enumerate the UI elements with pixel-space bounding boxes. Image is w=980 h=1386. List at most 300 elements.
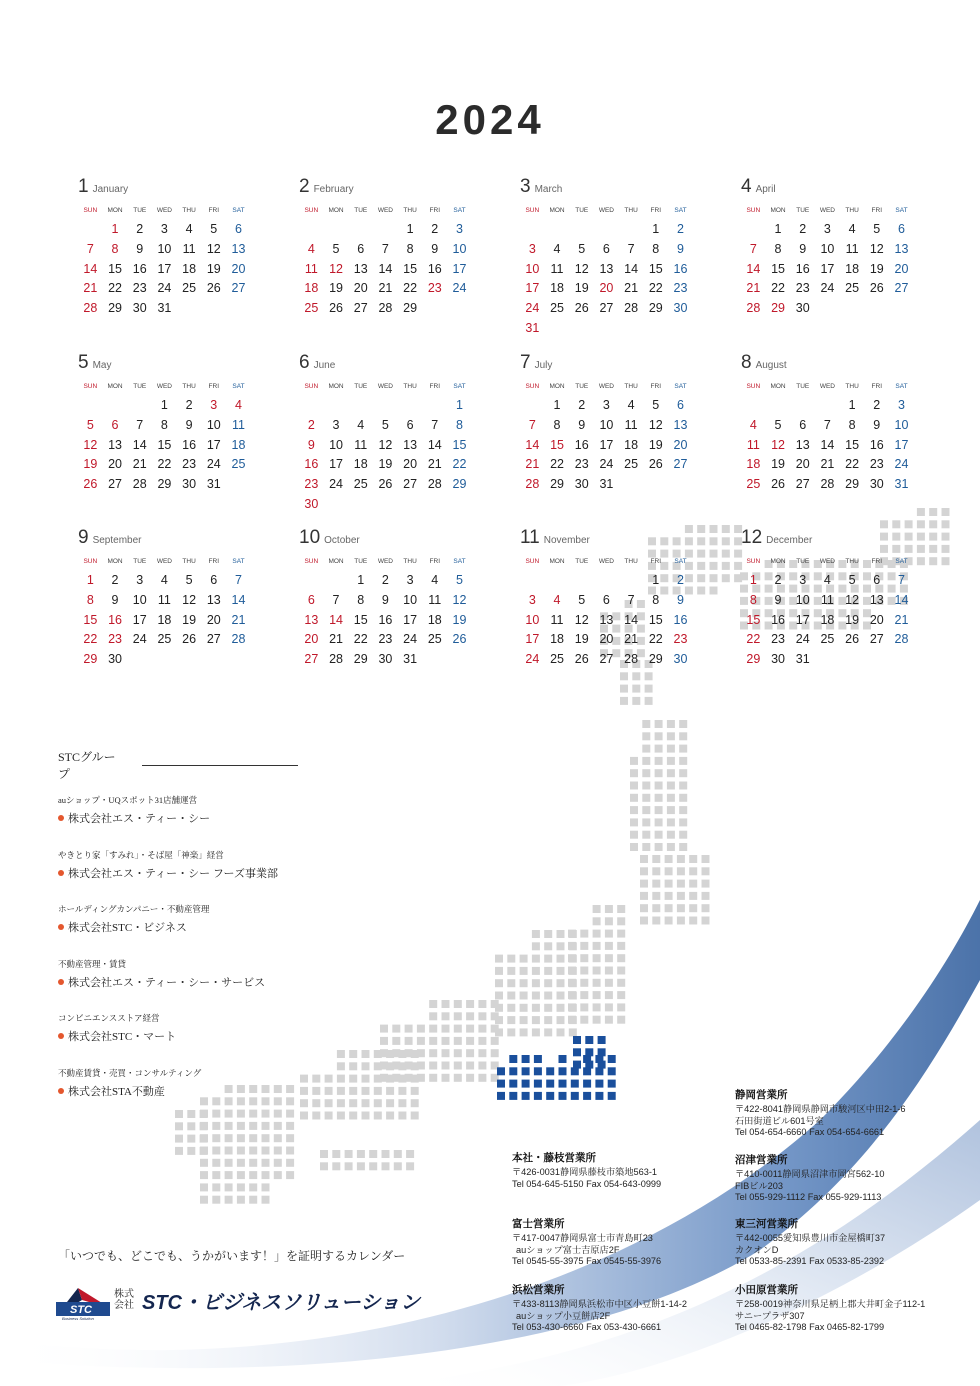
bullet-dot-icon [58, 1033, 64, 1039]
map-dot [507, 955, 515, 963]
map-dot [593, 930, 601, 938]
map-dot [557, 967, 565, 975]
map-dot [655, 843, 663, 851]
weekday-label: WED [156, 383, 172, 390]
day-cell: 26 [83, 477, 98, 492]
weekday-label: FRI [650, 383, 662, 390]
map-dot [702, 904, 710, 912]
day-cell: 12 [648, 417, 663, 432]
map-dot [454, 1000, 462, 1008]
map-dot [454, 1025, 462, 1033]
map-dot [507, 967, 515, 975]
weekday-label: SAT [453, 207, 466, 214]
map-dot [507, 979, 515, 987]
month-number: 11 [520, 527, 540, 548]
day-cell: 24 [403, 632, 418, 647]
map-dot [544, 992, 552, 1000]
map-dot [667, 769, 675, 777]
day-cell: 25 [157, 632, 172, 647]
map-dot [702, 880, 710, 888]
map-dot [417, 1037, 425, 1045]
day-cell: 2 [578, 398, 586, 412]
map-dot [544, 979, 552, 987]
day-cell: 29 [452, 477, 467, 492]
map-dot [337, 1075, 345, 1083]
day-cell: 19 [329, 281, 343, 296]
map-dot [679, 843, 687, 851]
map-dot [640, 867, 648, 875]
day-cell: 31 [525, 320, 540, 335]
map-dot [325, 1087, 333, 1095]
map-dot [386, 1099, 394, 1107]
company-description: 不動産管理・賃貸 [58, 958, 127, 969]
group-company [58, 1012, 298, 1044]
day-cell: 12 [771, 437, 785, 452]
day-cell: 4 [848, 222, 856, 236]
day-cell: 7 [86, 241, 94, 256]
day-grid [78, 382, 254, 495]
day-cell: 14 [329, 612, 343, 627]
day-cell: 20 [599, 632, 614, 647]
weekday-label: FRI [429, 558, 441, 565]
day-cell: 22 [746, 632, 761, 647]
weekday-label: MON [549, 383, 565, 390]
day-cell: 6 [602, 592, 610, 607]
map-dot [667, 732, 675, 740]
weekday-label: THU [182, 383, 196, 390]
month-number: 9 [78, 527, 89, 548]
map-dot [557, 930, 565, 938]
map-dot [532, 979, 540, 987]
weekday-label: SAT [895, 558, 908, 565]
map-dot-highlight [585, 1048, 593, 1056]
map-dot [478, 1000, 486, 1008]
day-cell: 29 [771, 301, 785, 316]
map-dot [312, 1112, 320, 1120]
map-dot [386, 1112, 394, 1120]
map-dot [652, 855, 660, 863]
map-dot [398, 1099, 406, 1107]
map-dot [374, 1075, 382, 1083]
day-cell: 25 [353, 477, 368, 492]
empty-cell [373, 396, 398, 416]
day-cell: 18 [550, 281, 564, 296]
map-dot [286, 1122, 294, 1130]
map-dot [386, 1075, 394, 1083]
map-dot [325, 1075, 333, 1083]
day-cell: 26 [648, 457, 663, 472]
day-cell: 22 [648, 632, 663, 647]
map-dot [429, 1000, 437, 1008]
day-cell: 18 [845, 261, 860, 276]
map-dot [442, 1037, 450, 1045]
map-dot [478, 1049, 486, 1057]
day-cell: 14 [231, 592, 246, 607]
map-dot [580, 1003, 588, 1011]
day-cell: 13 [599, 612, 614, 627]
day-cell: 12 [845, 592, 860, 607]
weekday-label: THU [403, 558, 417, 565]
map-dot [212, 1122, 220, 1130]
office-line: 〒258-0019神奈川県足柄上郡大井町金子112-1 [735, 1299, 926, 1309]
company-description: 不動産賃貸・売買・コンサルティング [58, 1068, 202, 1078]
day-cell: 9 [307, 437, 315, 452]
map-dot [642, 757, 650, 765]
day-cell: 13 [403, 437, 418, 452]
weekday-label: FRI [429, 207, 441, 214]
day-cell: 6 [799, 417, 807, 432]
map-dot-highlight [509, 1092, 517, 1100]
day-grid [520, 382, 696, 495]
stc-mark-icon [56, 1284, 112, 1320]
day-cell: 9 [676, 592, 684, 607]
day-cell: 19 [83, 457, 98, 472]
map-dot [349, 1087, 357, 1095]
map-dot [454, 1062, 462, 1070]
map-dot [491, 1025, 499, 1033]
office-name: 沼津営業所 [735, 1154, 788, 1166]
map-dot [617, 942, 625, 950]
office-line: Tel 0533-85-2391 Fax 0533-85-2392 [735, 1256, 885, 1266]
map-dot [679, 794, 687, 802]
day-cell: 5 [210, 222, 218, 236]
map-dot-highlight [608, 1055, 616, 1063]
map-dot [478, 1025, 486, 1033]
map-dot-highlight [534, 1055, 542, 1063]
map-dot [262, 1196, 270, 1204]
day-cell: 28 [329, 652, 343, 667]
day-cell: 5 [774, 417, 782, 432]
day-cell: 6 [406, 417, 414, 432]
day-cell: 30 [132, 301, 147, 316]
weekday-label: WED [819, 558, 835, 565]
map-dot-highlight [559, 1067, 567, 1075]
map-dot [520, 967, 528, 975]
month-number: 2 [299, 176, 310, 197]
day-cell: 2 [873, 398, 881, 412]
map-dot [520, 979, 528, 987]
map-dot [605, 1016, 613, 1024]
day-cell: 25 [182, 281, 197, 296]
map-dot [262, 1183, 270, 1191]
weekday-label: WED [598, 383, 614, 390]
day-cell: 29 [157, 477, 172, 492]
day-cell: 24 [525, 652, 540, 667]
month-header [78, 527, 254, 557]
empty-cell [422, 396, 447, 416]
company-name: STC・ビジネスソリューション [142, 1292, 420, 1314]
day-cell: 29 [648, 652, 663, 667]
map-dot [642, 732, 650, 740]
day-cell: 30 [304, 496, 319, 511]
day-cell: 1 [455, 398, 463, 412]
day-cell: 8 [652, 241, 660, 256]
day-cell: 20 [795, 457, 810, 472]
day-cell: 16 [304, 457, 319, 472]
day-cell: 5 [873, 222, 881, 236]
map-dot [337, 1099, 345, 1107]
day-cell: 2 [185, 398, 193, 412]
day-cell: 8 [455, 417, 463, 432]
empty-cell [324, 396, 349, 416]
weekday-label: SUN [83, 383, 98, 390]
map-dot [569, 1028, 577, 1036]
day-cell: 29 [83, 652, 98, 667]
day-cell: 11 [231, 417, 245, 432]
map-dot [429, 1025, 437, 1033]
map-dot [349, 1075, 357, 1083]
day-cell: 15 [771, 261, 785, 276]
map-dot [667, 757, 675, 765]
day-cell: 28 [894, 632, 909, 647]
day-cell: 22 [452, 457, 467, 472]
office-numazu [735, 1152, 965, 1204]
weekday-label: MON [107, 383, 123, 390]
month-2 [299, 176, 475, 319]
day-cell: 30 [673, 652, 688, 667]
weekday-label: THU [624, 558, 638, 565]
map-dot [630, 769, 638, 777]
map-dot [642, 745, 650, 753]
month-name: June [313, 360, 336, 371]
month-name: October [324, 535, 360, 546]
map-dot [532, 930, 540, 938]
day-cell: 9 [111, 592, 119, 607]
map-dot [200, 1147, 208, 1155]
map-dot [345, 1162, 353, 1170]
day-cell: 24 [329, 477, 343, 492]
day-cell: 16 [132, 261, 147, 276]
day-cell: 30 [771, 652, 785, 667]
map-dot [605, 991, 613, 999]
map-dot [642, 794, 650, 802]
office-line: 〒410-0011静岡県沼津市岡宮562-10 [735, 1169, 885, 1179]
day-cell: 30 [795, 301, 810, 316]
day-cell: 15 [452, 437, 467, 452]
map-dot [405, 1025, 413, 1033]
map-dot [332, 1162, 340, 1170]
weekday-label: SUN [525, 383, 540, 390]
day-cell: 12 [182, 592, 197, 607]
map-dot-highlight [595, 1092, 603, 1100]
bullet-dot-icon [58, 815, 64, 821]
map-dot [466, 1062, 474, 1070]
day-cell: 25 [304, 301, 319, 316]
day-cell: 27 [673, 457, 688, 472]
map-dot [605, 905, 613, 913]
map-dot [454, 1012, 462, 1020]
day-cell: 18 [550, 632, 564, 647]
title-rule [142, 765, 298, 766]
office-line: auショップ富士吉原店2F [516, 1244, 620, 1255]
map-dot [337, 1087, 345, 1095]
map-dot [642, 831, 650, 839]
map-dot [630, 794, 638, 802]
day-cell: 29 [746, 652, 761, 667]
map-dot [429, 1049, 437, 1057]
weekday-label: SAT [895, 207, 908, 214]
map-dot [369, 1150, 377, 1158]
month-number: 7 [520, 352, 531, 373]
day-cell: 5 [185, 573, 193, 587]
weekday-label: SAT [895, 383, 908, 390]
map-dot [337, 1062, 345, 1070]
map-dot [677, 867, 685, 875]
map-dot [411, 1087, 419, 1095]
weekday-label: TUE [575, 558, 589, 565]
map-dot [652, 917, 660, 925]
day-cell: 24 [894, 457, 909, 472]
company-name-text: 株式会社STC・マート [68, 1031, 177, 1044]
day-cell: 15 [648, 261, 663, 276]
day-cell: 10 [206, 417, 221, 432]
empty-cell [78, 396, 103, 416]
day-cell: 11 [550, 612, 564, 627]
map-dot [212, 1183, 220, 1191]
group-company [58, 794, 298, 826]
map-dot [491, 1000, 499, 1008]
stc-group-section [58, 748, 298, 1098]
map-dot [200, 1196, 208, 1204]
map-dot [507, 1004, 515, 1012]
day-cell: 19 [845, 612, 860, 627]
day-cell: 10 [452, 241, 467, 256]
day-cell: 26 [206, 281, 221, 296]
weekday-label: THU [182, 207, 196, 214]
day-cell: 12 [83, 437, 98, 452]
map-dot [320, 1150, 328, 1158]
day-cell: 22 [157, 457, 172, 472]
map-dot [382, 1150, 390, 1158]
office-line: Tel 054-645-5150 Fax 054-643-0999 [512, 1178, 662, 1189]
day-cell: 24 [157, 281, 172, 296]
map-dot [557, 1028, 565, 1036]
map-dot [312, 1075, 320, 1083]
map-dot [187, 1110, 195, 1118]
map-dot [544, 930, 552, 938]
day-cell: 20 [894, 261, 909, 276]
day-cell: 10 [132, 592, 147, 607]
map-dot-highlight [595, 1080, 603, 1088]
company-name [58, 810, 298, 826]
empty-cell [790, 396, 815, 416]
empty-cell [127, 396, 152, 416]
day-cell: 24 [206, 457, 221, 472]
empty-cell [569, 220, 594, 240]
map-dot [478, 1037, 486, 1045]
day-cell: 3 [528, 241, 536, 256]
day-cell: 9 [799, 241, 807, 256]
weekday-label: FRI [208, 558, 220, 565]
day-cell: 23 [108, 632, 122, 647]
day-cell: 20 [869, 612, 884, 627]
day-cell: 14 [427, 437, 442, 452]
day-cell: 28 [624, 652, 639, 667]
map-dot [286, 1134, 294, 1142]
day-cell: 10 [820, 241, 835, 256]
month-number: 1 [78, 176, 89, 197]
map-dot [362, 1075, 370, 1083]
map-dot [677, 892, 685, 900]
weekday-label: FRI [208, 207, 220, 214]
map-dot [605, 917, 613, 925]
map-dot-highlight [559, 1092, 567, 1100]
day-cell: 13 [795, 437, 810, 452]
map-dot [392, 1025, 400, 1033]
map-dot [225, 1159, 233, 1167]
day-cell: 2 [774, 573, 782, 587]
map-dot [225, 1147, 233, 1155]
day-cell: 10 [157, 241, 172, 256]
day-cell: 21 [624, 281, 639, 296]
weekday-label: THU [624, 383, 638, 390]
map-dot [605, 979, 613, 987]
map-dot [702, 892, 710, 900]
map-dot [544, 955, 552, 963]
map-dot [411, 1099, 419, 1107]
map-dot [667, 818, 675, 826]
weekday-label: MON [770, 207, 786, 214]
map-dot [442, 1000, 450, 1008]
day-cell: 11 [820, 592, 834, 607]
map-dot [605, 967, 613, 975]
day-grid [78, 206, 254, 319]
map-dot [557, 979, 565, 987]
month-1 [78, 176, 254, 319]
map-dot [237, 1171, 245, 1179]
map-dot [593, 1003, 601, 1011]
map-dot [411, 1050, 419, 1058]
weekday-label: SAT [232, 207, 245, 214]
day-cell: 30 [574, 477, 589, 492]
day-cell: 19 [574, 281, 589, 296]
day-cell: 19 [771, 457, 785, 472]
day-cell: 17 [795, 612, 810, 627]
map-dot [362, 1087, 370, 1095]
map-dot [667, 794, 675, 802]
map-dot [349, 1062, 357, 1070]
map-dot [667, 831, 675, 839]
weekday-label: TUE [796, 207, 810, 214]
map-dot-highlight [546, 1092, 554, 1100]
map-dot-highlight [608, 1080, 616, 1088]
office-line: サニープラザ307 [735, 1310, 805, 1321]
day-cell: 1 [86, 573, 94, 587]
day-cell: 13 [108, 437, 122, 452]
month-header [520, 352, 696, 382]
day-cell: 17 [206, 437, 221, 452]
day-cell: 10 [795, 592, 810, 607]
map-dot [689, 855, 697, 863]
weekday-label: SAT [232, 383, 245, 390]
weekday-label: MON [328, 207, 344, 214]
map-dot-highlight [583, 1080, 591, 1088]
map-dot [569, 1016, 577, 1024]
day-cell: 4 [553, 592, 561, 607]
map-dot [520, 1004, 528, 1012]
day-cell: 27 [599, 301, 614, 316]
day-cell: 29 [648, 301, 663, 316]
day-cell: 5 [86, 417, 94, 432]
map-dot [478, 1074, 486, 1082]
map-dot [406, 1150, 414, 1158]
day-cell: 13 [869, 592, 884, 607]
map-dot [580, 942, 588, 950]
day-cell: 23 [378, 632, 393, 647]
day-cell: 5 [455, 573, 463, 587]
map-dot [212, 1134, 220, 1142]
month-11 [520, 527, 696, 670]
